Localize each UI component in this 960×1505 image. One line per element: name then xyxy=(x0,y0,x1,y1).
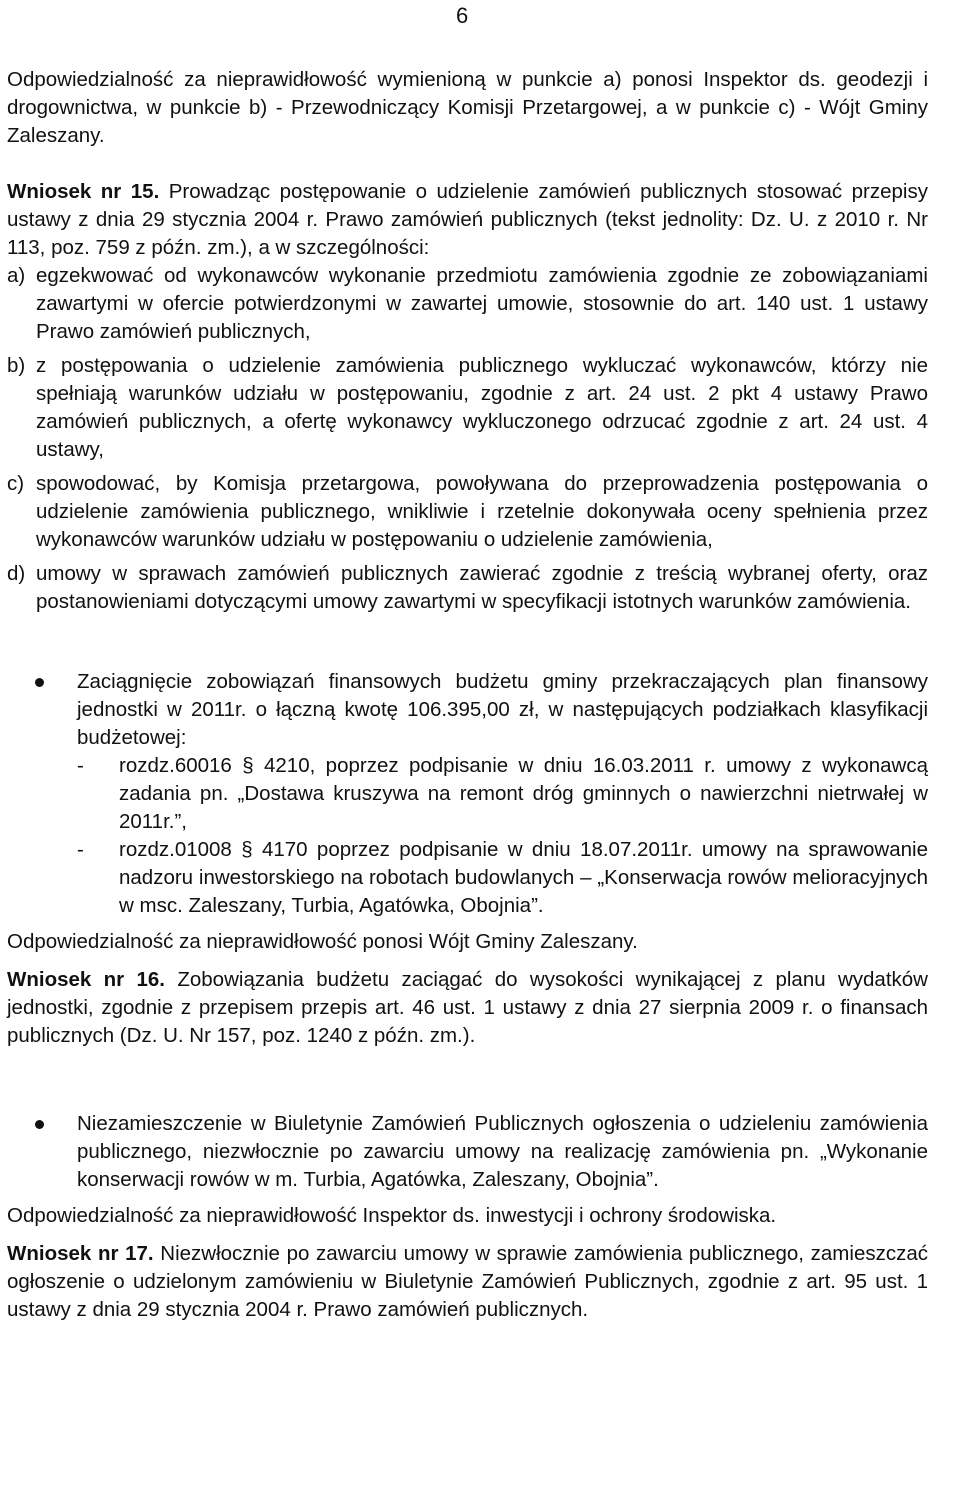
list-item-d xyxy=(7,560,928,616)
bullet-2-text: Niezamieszczenie w Biuletynie Zamówień Publicznych ogłoszenia o udzieleniu zamówienia publicznego, niezwłocznie po zawarciu umowy na realizację zamówienia pn. „Wykonanie konserwacji rowów w m. Turbia, Agatówka, Zaleszany, Obojnia”. xyxy=(77,1112,928,1191)
wniosek-15-text: Prowadząc postępowanie o udzielenie zamówień publicznych stosować przepisy ustawy z dnia 29 stycznia 2004 r. Prawo zamówień publicznych (tekst jednolity: Dz. U. z 2010 r. Nr 113, poz. 759 z późn. zm.), a w szczególności: xyxy=(7,180,928,259)
list-text-b: z postępowania o udzielenie zamówienia publicznego wykluczać wykonawców, którzy nie spełniają warunków udziału w postępowaniu, zgodnie z art. 24 ust. 2 pkt 4 ustawy Prawo zamówień publicznych, a ofertę wykonawcy wykluczonego odrzucać zgodnie z art. 24 ust. 4 ustawy, xyxy=(36,354,928,461)
wniosek-15-label: Wniosek nr 15. xyxy=(7,180,160,203)
wniosek-16-text: Zobowiązania budżetu zaciągać do wysokości wynikającej z planu wydatków jednostki, zgodnie z przepisem przepis art. 46 ust. 1 ustawy z dnia 27 sierpnia 2009 r. o finansach publicznych (Dz. U. Nr 157, poz. 1240 z późn. zm.). xyxy=(7,968,928,1047)
bullet-1-text: Zaciągnięcie zobowiązań finansowych budżetu gminy przekraczających plan finansowy jednostki w 2011r. o łączną kwotę 106.395,00 zł, w następujących podziałkach klasyfikacji budżetowej: xyxy=(77,670,928,749)
dash-marker-1: - xyxy=(77,754,84,777)
wniosek-15-paragraph xyxy=(7,178,928,262)
dash-text-1: rozdz.60016 § 4210, poprzez podpisanie w dniu 16.03.2011 r. umowy z wykonawcą zadania pn. „Dostawa kruszywa na remont dróg gminnych o nawierzchni nietrwałej w 2011r.”, xyxy=(119,754,928,833)
list-marker-a: a) xyxy=(7,264,26,287)
list-marker-d: d) xyxy=(7,562,26,585)
wniosek-17-text: Niezwłocznie po zawarciu umowy w sprawie zamówienia publicznego, zamieszczać ogłoszenie o udzielonym zamówieniu w Biuletynie Zamówień Publicznych, zgodnie z art. 95 ust. 1 ustawy z dnia 29 stycznia 2004 r. Prawo zamówień publicznych. xyxy=(7,1242,928,1321)
responsibility-1: Odpowiedzialność za nieprawidłowość ponosi Wójt Gminy Zaleszany. xyxy=(7,930,638,953)
wniosek-16-label: Wniosek nr 16. xyxy=(7,968,165,991)
bullet-2-content xyxy=(77,1110,928,1194)
document-body xyxy=(7,66,928,1324)
bullet-item-1 xyxy=(7,668,928,920)
bullet-icon xyxy=(7,668,77,920)
list-text-c: spowodować, by Komisja przetargowa, powoływana do przeprowadzenia postępowania o udzielenie zamówienia publicznego, wnikliwie i rzetelnie dokonywała oceny spełnienia przez wykonawców warunków udziału w postępowaniu o udzielenie zamówienia, xyxy=(36,472,928,551)
dash-text-2: rozdz.01008 § 4170 poprzez podpisanie w dniu 18.07.2011r. umowy na sprawowanie nadzoru inwestorskiego na robotach budowlanych – „Konserwacja rowów melioracyjnych w msc. Zaleszany, Turbia, Agatówka, Obojnia”. xyxy=(119,838,928,917)
list-text-a: egzekwować od wykonawców wykonanie przedmiotu zamówienia zgodnie ze zobowiązaniami zawartymi w ofercie potwierdzonymi w zawartej umowie, stosownie do art. 140 ust. 1 ustawy Prawo zamówień publicznych, xyxy=(36,264,928,343)
page-number: 6 xyxy=(456,3,469,28)
wniosek-17-paragraph xyxy=(7,1240,928,1324)
list-text-d: umowy w sprawach zamówień publicznych zawierać zgodnie z treścią wybranej oferty, oraz postanowieniami dotyczącymi umowy zawartymi w specyfikacji istotnych warunków zamówienia. xyxy=(36,562,928,613)
list-marker-c: c) xyxy=(7,472,25,495)
bullet-icon xyxy=(7,1110,77,1194)
list-item-c xyxy=(7,470,928,554)
list-item-b xyxy=(7,352,928,464)
dash-marker-2: - xyxy=(77,838,84,861)
dash-item-1 xyxy=(77,752,928,836)
wniosek-17-label: Wniosek nr 17. xyxy=(7,1242,154,1265)
wniosek-16-paragraph xyxy=(7,966,928,1050)
bullet-item-2 xyxy=(7,1110,928,1194)
list-marker-b: b) xyxy=(7,354,26,377)
dash-item-2 xyxy=(77,836,928,920)
bullet-1-content xyxy=(77,668,928,920)
responsibility-2: Odpowiedzialność za nieprawidłowość Inspektor ds. inwestycji i ochrony środowiska. xyxy=(7,1204,777,1227)
list-item-a xyxy=(7,262,928,346)
intro-paragraph: Odpowiedzialność za nieprawidłowość wymienioną w punkcie a) ponosi Inspektor ds. geodezji i drogownictwa, w punkcie b) - Przewodniczący Komisji Przetargowej, a w punkcie c) - Wójt Gminy Zaleszany. xyxy=(7,68,928,147)
